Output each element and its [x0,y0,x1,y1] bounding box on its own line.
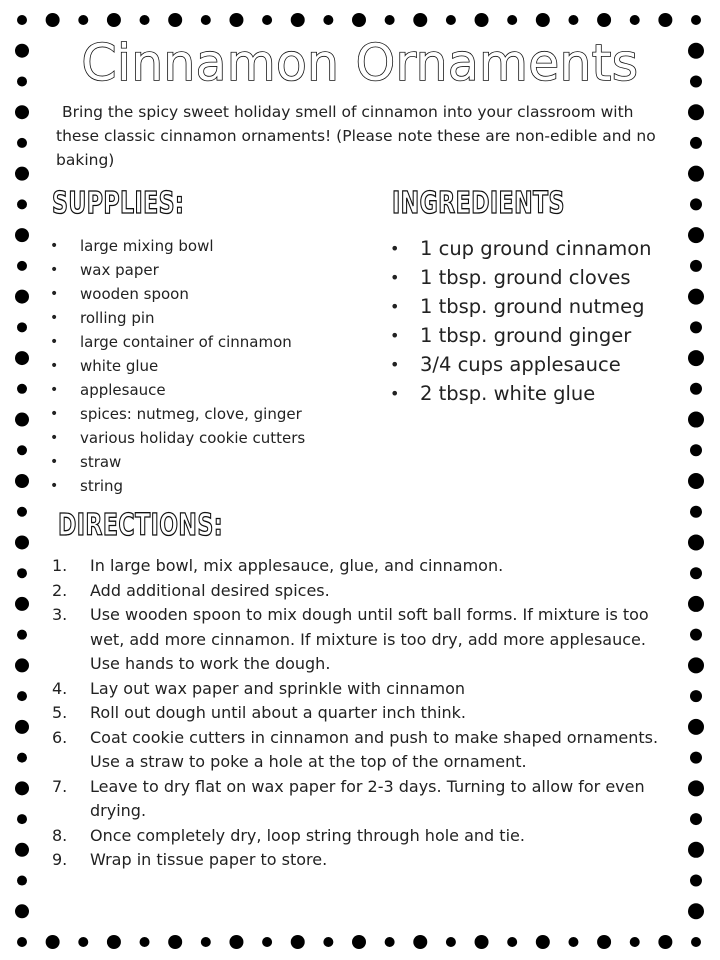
border-dot [15,290,29,304]
step-number: 1. [52,556,68,575]
border-dot [507,937,517,947]
border-dot [262,15,272,25]
border-dot [536,935,550,949]
border-dot [291,935,305,949]
border-dot [17,753,27,763]
border-dot [688,412,704,428]
border-dot [690,383,702,395]
list-item: • straw [50,450,370,474]
border-dot [17,445,27,455]
border-dot [17,876,27,886]
border-dot [690,321,702,333]
list-item: • large container of cinnamon [50,330,370,354]
directions-list [52,554,674,873]
border-dot [17,261,27,271]
border-dot [690,629,702,641]
border-dot [688,719,704,735]
border-dot [688,596,704,612]
border-dot [690,813,702,825]
border-dot [140,15,150,25]
border-dot [17,15,27,25]
border-dot [688,657,704,673]
border-dot [688,780,704,796]
border-dot [446,937,456,947]
border-dot [536,13,550,27]
border-dot [15,720,29,734]
border-dot [690,444,702,456]
border-dot [688,842,704,858]
directions-heading: DIRECTIONS: [58,508,223,543]
list-item [52,726,674,775]
border-dot [15,597,29,611]
step-text: Once completely dry, loop string through hole and tie. [90,825,525,845]
border-dot [15,843,29,857]
step-number: 9. [52,850,68,869]
ingredients-list [390,234,690,408]
border-dot [17,630,27,640]
border-dot [17,138,27,148]
border-dot [475,935,489,949]
border-dot [201,937,211,947]
step-number: 8. [52,825,68,845]
border-dot [46,13,60,27]
border-dot [690,137,702,149]
supplies-list [50,234,370,498]
border-dot [597,13,611,27]
step-text: Add additional desired spices. [90,580,330,600]
border-dot [691,15,701,25]
border-dot [688,289,704,305]
step-text: Roll out dough until about a quarter inch think. [90,703,467,722]
border-dot [690,690,702,702]
border-dot [15,351,29,365]
border-dot [688,227,704,243]
list-item: • 1 tbsp. ground nutmeg [390,292,690,321]
step-text: Lay out wax paper and sprinkle with cinnamon [90,678,465,698]
border-dot [15,228,29,242]
border-dot [568,15,578,25]
border-dot [323,15,333,25]
border-dot [690,567,702,579]
border-dot [17,507,27,517]
list-item: • large mixing bowl [50,234,370,258]
border-dot [168,13,182,27]
border-dot [475,13,489,27]
list-item: • 2 tbsp. white glue [390,379,690,408]
border-dot [385,937,395,947]
border-dot [17,568,27,578]
border-dot [690,198,702,210]
intro-paragraph: Bring the spicy sweet holiday smell of cinnamon into your classroom with these classic cinnamon ornaments! (Please note these are non-edible and no baking) [56,103,656,169]
list-item [52,824,674,849]
border-dot [568,937,578,947]
border-dot [507,15,517,25]
step-number: 4. [52,678,68,698]
border-dot [690,875,702,887]
step-text: In large bowl, mix applesauce, glue, and cinnamon. [90,556,504,575]
list-item [52,579,674,604]
border-dot [691,937,701,947]
border-dot [15,105,29,119]
border-dot [229,935,243,949]
border-dot [78,15,88,25]
border-dot [413,13,427,27]
step-number: 7. [52,776,68,796]
border-dot [201,15,211,25]
border-dot [413,935,427,949]
border-dot [385,15,395,25]
step-number: 5. [52,703,68,722]
step-number: 2. [52,580,68,600]
border-dot [17,691,27,701]
border-dot [688,903,704,919]
step-text: Wrap in tissue paper to store. [90,850,328,869]
border-dot [630,15,640,25]
list-item [52,677,674,702]
list-item: • 1 tbsp. ground cloves [390,263,690,292]
border-dot [15,474,29,488]
border-dot [17,814,27,824]
border-dot [140,937,150,947]
list-item: • wax paper [50,258,370,282]
list-item: • white glue [50,354,370,378]
border-dot [262,937,272,947]
border-dot [688,104,704,120]
border-dot [323,937,333,947]
list-item: • 1 tbsp. ground ginger [390,321,690,350]
list-item [52,554,674,579]
list-item: • 1 cup ground cinnamon [390,234,690,263]
list-item: • applesauce [50,378,370,402]
border-dot [352,13,366,27]
border-dot [15,781,29,795]
list-item: • string [50,474,370,498]
step-text: Coat cookie cutters in cinnamon and push to make shaped ornaments. Use a straw to poke a hole at the top of the ornament. [90,727,659,771]
border-dot [446,15,456,25]
border-dot [229,13,243,27]
border-dot [17,322,27,332]
border-dot [690,506,702,518]
list-item: • wooden spoon [50,282,370,306]
border-dot [17,384,27,394]
border-dot [630,937,640,947]
list-item [52,848,674,873]
border-dot [597,935,611,949]
list-item: • spices: nutmeg, clove, ginger [50,402,370,426]
border-dot [168,935,182,949]
border-dot [15,413,29,427]
border-dot [107,13,121,27]
border-dot [688,166,704,182]
border-dot [352,935,366,949]
ingredients-heading: INGREDIENTS [392,186,565,221]
list-item [52,603,674,677]
step-text: Use wooden spoon to mix dough until soft ball forms. If mixture is too wet, add more cinnamon. If mixture is too dry, add more applesauce. Use hands to work the dough. [90,605,649,673]
supplies-heading: SUPPLIES: [52,186,185,221]
border-dot [46,935,60,949]
border-dot [690,260,702,272]
border-dot [291,13,305,27]
border-dot [15,904,29,918]
border-dot [688,473,704,489]
step-number: 3. [52,605,68,624]
border-dot [658,13,672,27]
border-dot [15,535,29,549]
step-number: 6. [52,727,68,747]
list-item: • 3/4 cups applesauce [390,350,690,379]
border-dot [17,199,27,209]
border-dot [17,937,27,947]
list-item [52,775,674,824]
border-dot [15,167,29,181]
list-item: • rolling pin [50,306,370,330]
border-dot [15,658,29,672]
border-dot [107,935,121,949]
list-item [52,701,674,726]
list-item: • various holiday cookie cutters [50,426,370,450]
border-dot [690,752,702,764]
border-dot [688,350,704,366]
border-dot [688,534,704,550]
border-dot [78,937,88,947]
border-dot [658,935,672,949]
step-text: Leave to dry flat on wax paper for 2-3 days. Turning to allow for even drying. [90,776,645,820]
page-title: Cinnamon Ornaments [81,34,639,92]
